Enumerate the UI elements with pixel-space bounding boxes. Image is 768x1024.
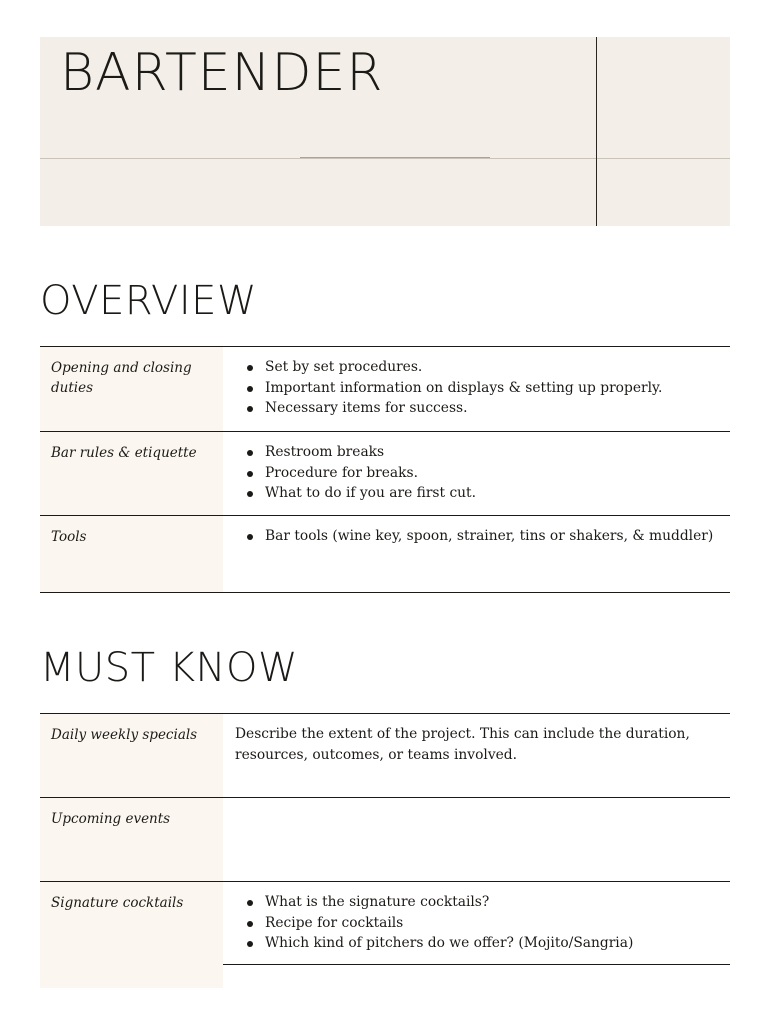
row-content — [235, 357, 720, 419]
table-row — [40, 515, 730, 593]
header-vertical-divider — [596, 37, 597, 226]
table-row — [40, 346, 730, 431]
must-know-heading: MUST KNOW — [40, 645, 299, 691]
bullet-icon — [247, 450, 253, 456]
list-item: What is the signature cocktails? — [235, 892, 720, 913]
table-row — [40, 881, 730, 965]
row-label: Signature cocktails — [51, 895, 184, 911]
list-item: Restroom breaks — [235, 442, 720, 463]
bullet-icon — [247, 941, 253, 947]
header-divider-accent — [300, 157, 490, 158]
row-label-cell — [40, 347, 223, 431]
row-label: Daily weekly specials — [51, 727, 198, 743]
bullet-icon — [247, 900, 253, 906]
row-label-cell — [40, 432, 223, 515]
table-row — [40, 797, 730, 881]
row-content — [235, 526, 720, 547]
header-divider — [40, 158, 730, 159]
list-item: Set by set procedures. — [235, 357, 720, 378]
table-row — [40, 713, 730, 797]
row-content — [235, 442, 720, 504]
table-row — [40, 431, 730, 515]
list-item: Bar tools (wine key, spoon, strainer, tins or shakers, & muddler) — [235, 526, 720, 547]
bullet-icon — [247, 921, 253, 927]
bullet-icon — [247, 491, 253, 497]
list-item: Important information on displays & setting up properly. — [235, 378, 720, 399]
list-item: Which kind of pitchers do we offer? (Mojito/Sangria) — [235, 933, 720, 954]
overview-heading: OVERVIEW — [40, 278, 258, 324]
row-label: Tools — [51, 529, 87, 545]
bullet-icon — [247, 471, 253, 477]
list-item: What to do if you are first cut. — [235, 483, 720, 504]
list-item: Recipe for cocktails — [235, 913, 720, 934]
row-label-cell — [40, 714, 223, 797]
row-content: Describe the extent of the project. This can include the duration, resources, outcomes, or teams involved. — [235, 726, 690, 763]
list-item: Necessary items for success. — [235, 398, 720, 419]
row-label-cell — [40, 882, 223, 964]
row-label: Opening and closing duties — [51, 360, 192, 396]
header-banner — [40, 37, 730, 226]
row-label-cell — [40, 516, 223, 592]
bullet-icon — [247, 406, 253, 412]
bullet-icon — [247, 365, 253, 371]
table-continuation — [40, 963, 223, 988]
must-know-table — [40, 713, 730, 965]
document-title: BARTENDER — [60, 43, 384, 103]
row-label-cell — [40, 798, 223, 881]
bullet-icon — [247, 534, 253, 540]
row-content — [235, 892, 720, 954]
overview-table — [40, 346, 730, 593]
row-label: Upcoming events — [51, 811, 171, 827]
list-item: Procedure for breaks. — [235, 463, 720, 484]
row-label: Bar rules & etiquette — [51, 445, 197, 461]
bullet-icon — [247, 386, 253, 392]
